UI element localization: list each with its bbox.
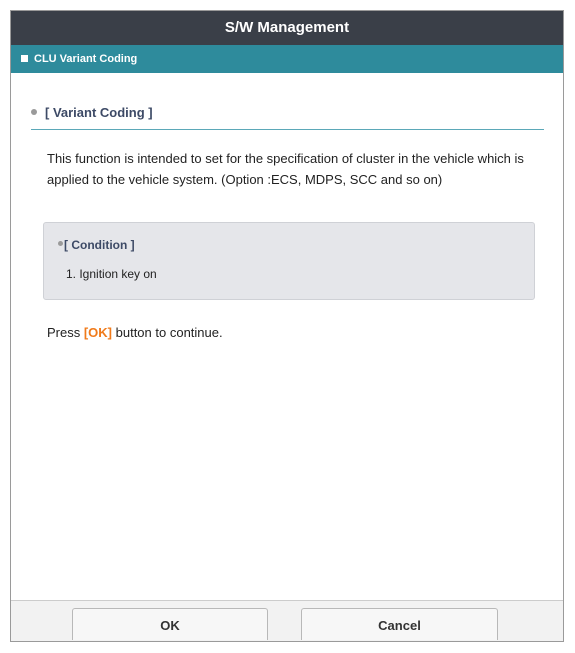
condition-box bbox=[43, 222, 535, 300]
condition-title-text: [ Condition ] bbox=[64, 238, 135, 252]
subheader-label: CLU Variant Coding bbox=[34, 53, 138, 65]
cancel-button[interactable]: Cancel bbox=[301, 608, 498, 640]
section-heading bbox=[31, 105, 544, 130]
function-description: This function is intended to set for the specification of cluster in the vehicle which is applied to the vehicle system. (Option :ECS, MDPS, SCC and so on) bbox=[47, 151, 524, 187]
instruction-suffix: button to continue. bbox=[112, 325, 223, 340]
instruction-ok-highlight: [OK] bbox=[83, 325, 113, 340]
instruction-prefix: Press bbox=[47, 325, 84, 340]
circle-bullet-icon bbox=[31, 109, 37, 115]
ok-button[interactable]: OK bbox=[72, 608, 268, 640]
condition-heading bbox=[58, 238, 135, 252]
condition-item: 1. Ignition key on bbox=[66, 267, 157, 281]
square-bullet-icon bbox=[21, 55, 28, 62]
sw-management-dialog bbox=[10, 10, 564, 642]
section-title-text: [ Variant Coding ] bbox=[45, 105, 153, 120]
circle-bullet-icon bbox=[58, 241, 63, 246]
instruction-text bbox=[47, 325, 223, 340]
subheader-bar bbox=[11, 45, 563, 73]
window-title: S/W Management bbox=[11, 11, 563, 45]
dialog-footer bbox=[11, 600, 563, 641]
